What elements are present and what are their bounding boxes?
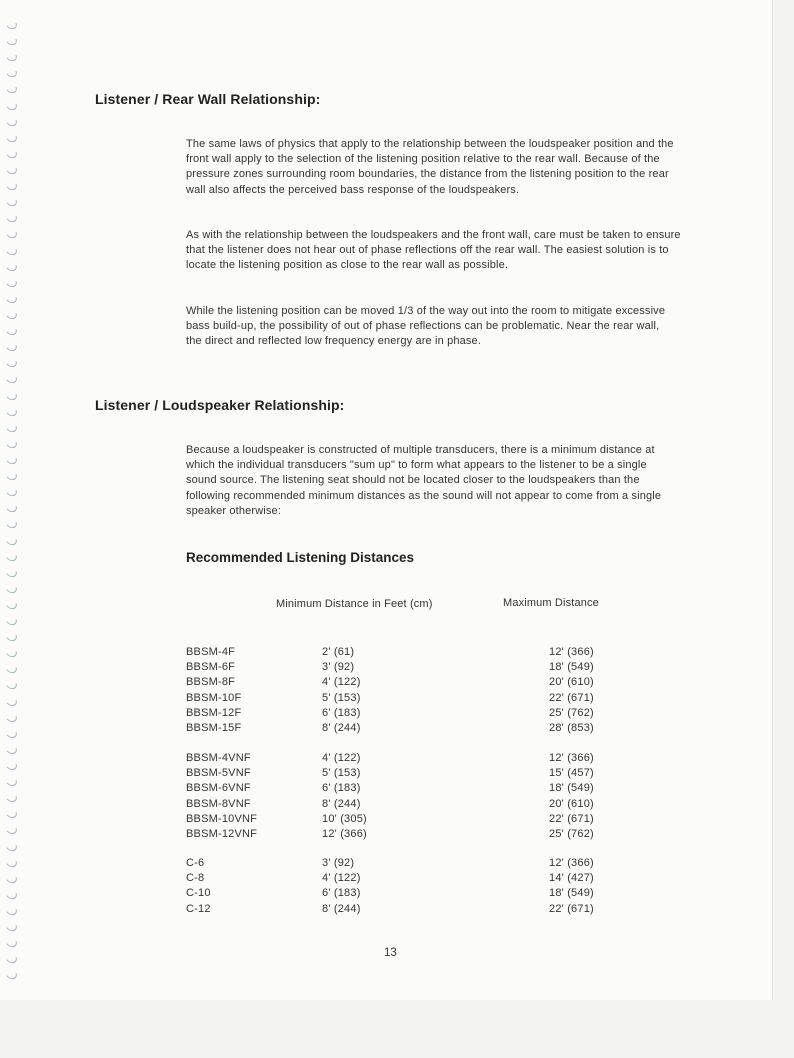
binding-ring: [5, 695, 18, 707]
min-distance-cell: 10' (305): [322, 812, 367, 825]
binding-ring: [5, 83, 18, 95]
model-cell: BBSM-6F: [186, 661, 236, 674]
table-row: [186, 691, 616, 706]
binding-ring: [5, 373, 18, 385]
max-distance-cell: 18' (549): [549, 782, 594, 795]
min-distance-cell: 3' (92): [322, 857, 355, 869]
min-distance-cell: 5' (153): [322, 691, 361, 704]
binding-ring: [5, 35, 18, 47]
binding-ring: [5, 614, 18, 626]
binding-ring: [5, 840, 18, 852]
min-distance-cell: 8' (244): [322, 902, 361, 915]
table-group-c-series: [186, 856, 616, 917]
binding-ring: [5, 51, 18, 63]
min-distance-cell: 8' (244): [322, 721, 361, 734]
binding-ring: [5, 147, 18, 159]
binding-ring: [5, 598, 18, 610]
binding-ring: [5, 969, 18, 981]
binding-ring: [5, 856, 18, 868]
table-row: [186, 660, 616, 675]
model-cell: BBSM-10F: [186, 691, 242, 704]
binding-ring: [5, 67, 18, 79]
model-cell: BBSM-5VNF: [186, 767, 251, 780]
binding-ring: [5, 502, 18, 514]
binding-ring: [5, 743, 18, 755]
binding-ring: [5, 808, 18, 820]
column-header-minimum: Minimum Distance in Feet (cm): [276, 598, 433, 610]
table-group-bbsm-f: [186, 645, 616, 736]
spiral-binding: [6, 20, 20, 980]
binding-ring: [5, 196, 18, 208]
model-cell: C-10: [186, 887, 211, 900]
model-cell: C-8: [186, 872, 205, 885]
binding-ring: [5, 212, 18, 224]
binding-ring: [5, 518, 18, 530]
binding-ring: [5, 679, 18, 691]
binding-ring: [5, 582, 18, 594]
binding-ring: [5, 631, 18, 643]
max-distance-cell: 14' (427): [549, 872, 594, 885]
binding-ring: [5, 228, 18, 240]
max-distance-cell: 22' (671): [549, 902, 594, 915]
binding-ring: [5, 357, 18, 369]
min-distance-cell: 6' (183): [322, 887, 361, 900]
table-row: [186, 886, 616, 901]
paragraph-rear-wall-3: While the listening position can be moved 1/3 of the way out into the room to mitigate excessive bass build-up, the possibility of out of phase reflections can be problematic. Near the rear wall, the direct and reflected low frequency energy are in phase.: [186, 305, 666, 348]
binding-ring: [5, 486, 18, 498]
binding-ring: [5, 131, 18, 143]
binding-ring: [5, 244, 18, 256]
table-row: [186, 751, 616, 766]
binding-ring: [5, 759, 18, 771]
max-distance-cell: 22' (671): [549, 691, 594, 704]
model-cell: BBSM-12F: [186, 706, 242, 719]
binding-ring: [5, 437, 18, 449]
model-cell: BBSM-15F: [186, 721, 242, 734]
table-row: [186, 812, 616, 827]
binding-ring: [5, 260, 18, 272]
min-distance-cell: 6' (183): [322, 782, 361, 795]
model-cell: BBSM-10VNF: [186, 812, 258, 825]
binding-ring: [5, 421, 18, 433]
binding-ring: [5, 308, 18, 320]
binding-ring: [5, 727, 18, 739]
min-distance-cell: 5' (153): [322, 767, 361, 780]
binding-ring: [5, 534, 18, 546]
min-distance-cell: 4' (122): [322, 752, 361, 764]
binding-ring: [5, 663, 18, 675]
binding-ring: [5, 776, 18, 788]
binding-ring: [5, 872, 18, 884]
max-distance-cell: 12' (366): [549, 646, 594, 658]
max-distance-cell: 15' (457): [549, 767, 594, 780]
binding-ring: [5, 453, 18, 465]
min-distance-cell: 4' (122): [322, 676, 361, 689]
paragraph-loudspeaker-1: Because a loudspeaker is constructed of multiple transducers, there is a minimum distance at which the individual transducers "sum up" to form what appears to the listener to be a single sound source. The listening seat should not be located closer to the loudspeakers than the following recommended minimum distances as the sound will not appear to come from a single speaker otherwise:: [186, 444, 662, 517]
binding-ring: [5, 647, 18, 659]
page-number: 13: [384, 947, 397, 959]
column-header-maximum: Maximum Distance: [503, 597, 599, 609]
table-row: [186, 902, 616, 917]
binding-ring: [5, 99, 18, 111]
binding-ring: [5, 18, 18, 30]
binding-ring: [5, 469, 18, 481]
binding-ring: [5, 904, 18, 916]
max-distance-cell: 12' (366): [549, 752, 594, 764]
section-heading-rear-wall: Listener / Rear Wall Relationship:: [95, 91, 321, 107]
table-row: [186, 856, 616, 871]
paragraph-rear-wall-1: The same laws of physics that apply to the relationship between the loudspeaker position and the front wall apply to the selection of the listening position relative to the rear wall. Because of the pressure zones surrounding room boundaries, the distance from the listening position to the rear wall also affects the perceived bass response of the loudspeakers.: [186, 138, 674, 196]
min-distance-cell: 12' (366): [322, 827, 367, 840]
table-group-bbsm-vnf: [186, 751, 616, 842]
model-cell: BBSM-8F: [186, 676, 236, 689]
binding-ring: [5, 550, 18, 562]
paragraph-rear-wall-2: As with the relationship between the loudspeakers and the front wall, care must be taken to ensure that the listener does not hear out of phase reflections off the rear wall. The easiest solution is to locate the listening position as close to the rear wall as possible.: [186, 229, 681, 272]
max-distance-cell: 25' (762): [549, 706, 594, 719]
binding-ring: [5, 888, 18, 900]
model-cell: C-12: [186, 902, 211, 915]
binding-ring: [5, 163, 18, 175]
model-cell: BBSM-6VNF: [186, 782, 251, 795]
table-row: [186, 871, 616, 886]
min-distance-cell: 3' (92): [322, 661, 355, 674]
binding-ring: [5, 566, 18, 578]
binding-ring: [5, 292, 18, 304]
table-row: [186, 797, 616, 812]
max-distance-cell: 12' (366): [549, 857, 594, 869]
max-distance-cell: 25' (762): [549, 827, 594, 840]
table-title: Recommended Listening Distances: [186, 550, 415, 565]
binding-ring: [5, 921, 18, 933]
binding-ring: [5, 937, 18, 949]
table-row: [186, 706, 616, 721]
model-cell: BBSM-8VNF: [186, 797, 251, 810]
max-distance-cell: 22' (671): [549, 812, 594, 825]
binding-ring: [5, 711, 18, 723]
max-distance-cell: 18' (549): [549, 887, 594, 900]
table-row: [186, 721, 616, 736]
table-row: [186, 781, 616, 796]
min-distance-cell: 8' (244): [322, 797, 361, 810]
min-distance-cell: 6' (183): [322, 706, 361, 719]
binding-ring: [5, 341, 18, 353]
model-cell: BBSM-4F: [186, 646, 236, 658]
binding-ring: [5, 824, 18, 836]
binding-ring: [5, 389, 18, 401]
model-cell: BBSM-12VNF: [186, 827, 258, 840]
table-row: [186, 645, 616, 660]
table-row: [186, 675, 616, 690]
model-cell: C-6: [186, 857, 205, 869]
table-row: [186, 766, 616, 781]
min-distance-cell: 4' (122): [322, 872, 361, 885]
binding-ring: [5, 324, 18, 336]
binding-ring: [5, 115, 18, 127]
section-heading-loudspeaker: Listener / Loudspeaker Relationship:: [95, 397, 345, 413]
min-distance-cell: 2' (61): [322, 646, 355, 658]
max-distance-cell: 20' (610): [549, 676, 594, 689]
model-cell: BBSM-4VNF: [186, 752, 251, 764]
binding-ring: [5, 953, 18, 965]
max-distance-cell: 28' (853): [549, 721, 594, 734]
binding-ring: [5, 792, 18, 804]
binding-ring: [5, 179, 18, 191]
binding-ring: [5, 405, 18, 417]
max-distance-cell: 18' (549): [549, 661, 594, 674]
table-row: [186, 827, 616, 842]
binding-ring: [5, 276, 18, 288]
max-distance-cell: 20' (610): [549, 797, 594, 810]
